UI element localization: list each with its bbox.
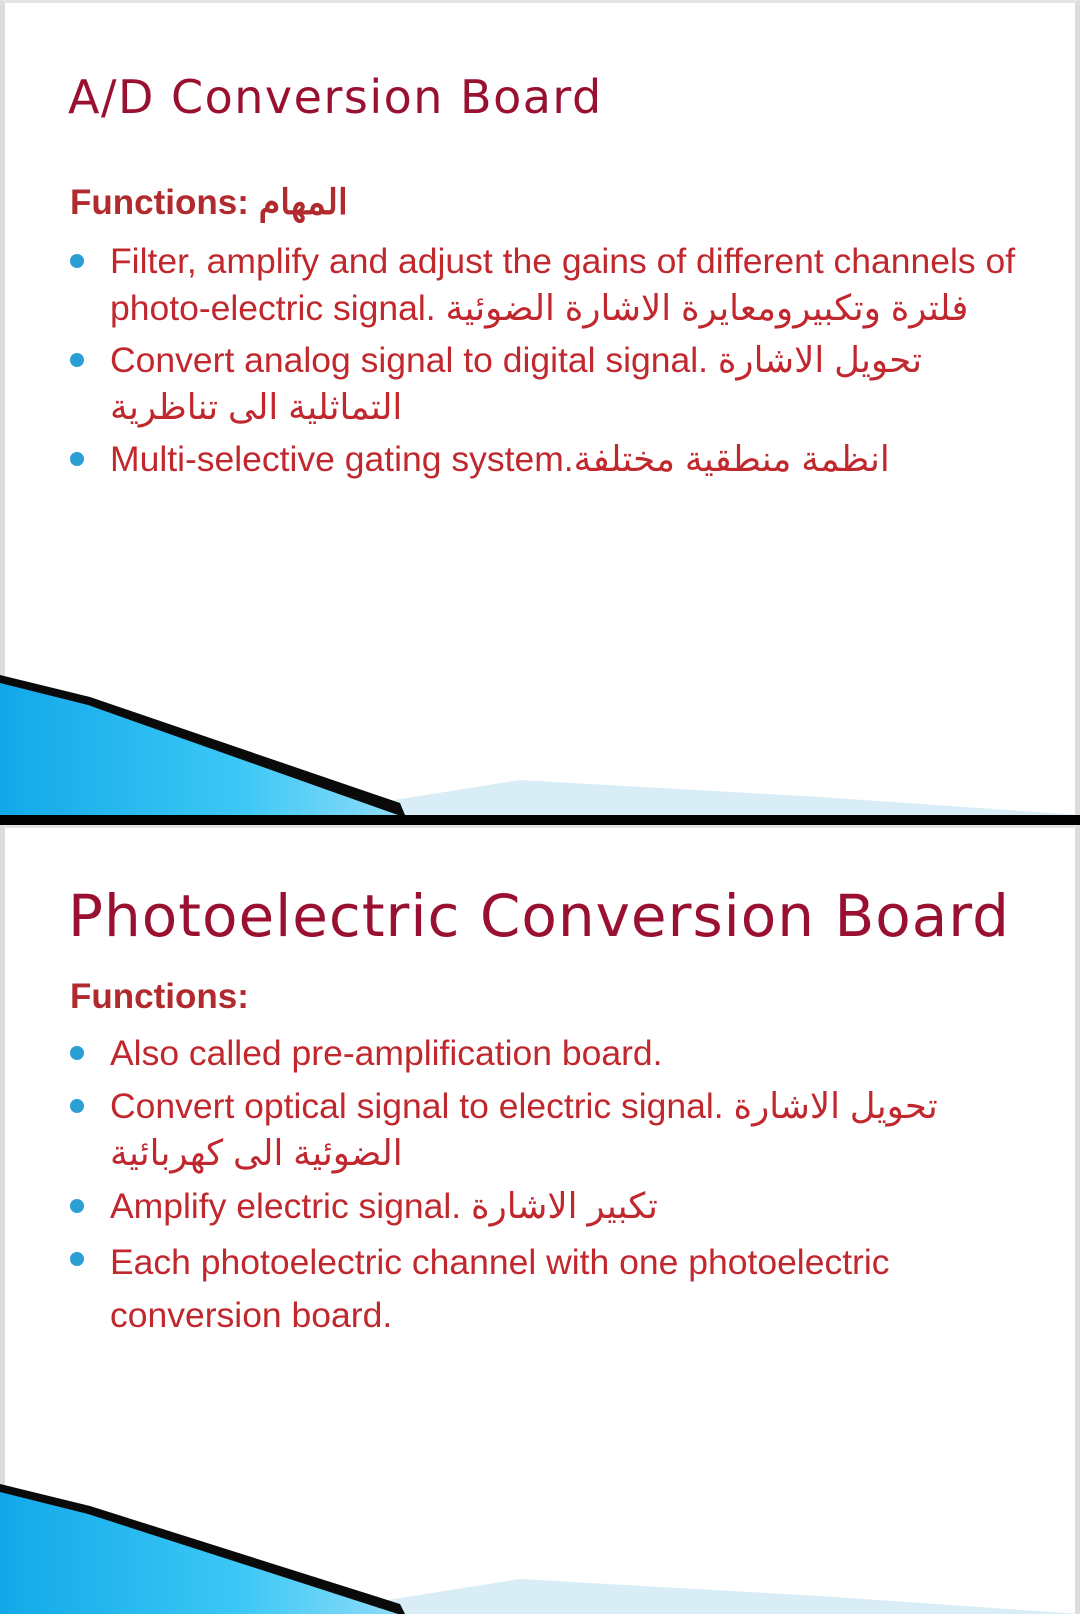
bullet-text: Amplify electric signal. تكبير الاشارة <box>110 1186 658 1226</box>
slide-decoration-swoosh <box>0 1474 1080 1614</box>
bullet-dot-icon <box>70 1099 84 1113</box>
list-item <box>68 1083 1018 1177</box>
list-item <box>68 1030 1018 1077</box>
slide-title: A/D Conversion Board <box>68 70 603 124</box>
bullet-dot-icon <box>70 353 84 367</box>
bullet-list <box>68 1030 1018 1348</box>
bullet-text: Filter, amplify and adjust the gains of different channels of photo-electric signal. فلترة وتكبيرومعايرة الاشارة الضوئية <box>110 241 1016 328</box>
slide-photoelectric-conversion-board <box>0 825 1080 1614</box>
bullet-text: Convert analog signal to digital signal. تحويل الاشارة التماثلية الى تناظرية <box>110 340 923 427</box>
list-item <box>68 436 1018 483</box>
bullet-dot-icon <box>70 1252 84 1266</box>
bullet-dot-icon <box>70 254 84 268</box>
bullet-text: Each photoelectric channel with one photoelectric conversion board. <box>110 1242 890 1335</box>
bullet-text: Convert optical signal to electric signal. تحويل الاشارة الضوئية الى كهربائية <box>110 1086 938 1173</box>
list-item <box>68 238 1018 332</box>
slide-decoration-swoosh <box>0 675 1080 815</box>
bullet-text: Also called pre-amplification board. <box>110 1033 663 1073</box>
bullet-text: Multi-selective gating system.انظمة منطقية مختلفة <box>110 439 890 479</box>
functions-label: Functions: المهام <box>70 183 348 222</box>
bullet-list <box>68 238 1018 488</box>
list-item <box>68 1236 1018 1342</box>
list-item <box>68 337 1018 431</box>
bullet-dot-icon <box>70 1046 84 1060</box>
functions-label: Functions: <box>70 977 249 1016</box>
list-item <box>68 1183 1018 1230</box>
bullet-dot-icon <box>70 452 84 466</box>
bullet-dot-icon <box>70 1199 84 1213</box>
slide-title: Photoelectric Conversion Board <box>68 882 1010 950</box>
